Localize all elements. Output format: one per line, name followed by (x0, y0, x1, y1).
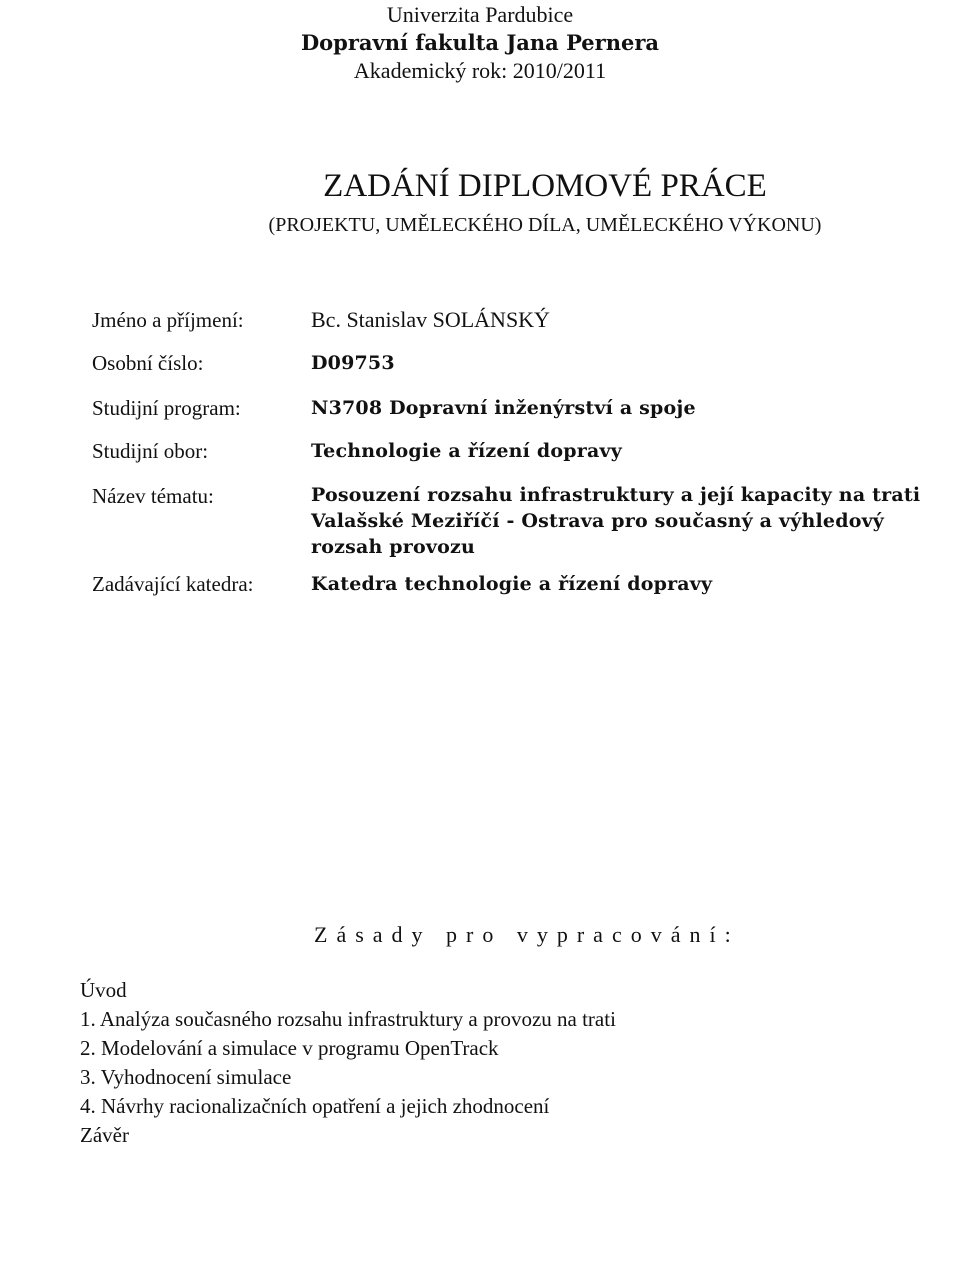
document-subtitle: (PROJEKTU, UMĚLECKÉHO DÍLA, UMĚLECKÉHO VÝKONU) (268, 214, 822, 236)
field-label: Jméno a příjmení: (92, 308, 244, 332)
university-name: Univerzita Pardubice (386, 2, 574, 27)
document-title: ZADÁNÍ DIPLOMOVÉ PRÁCE (323, 168, 767, 204)
field-label: Studijní program: (92, 396, 241, 420)
list-item: 2. Modelování a simulace v programu OpenTrack (80, 1036, 499, 1060)
study-program: N3708 Dopravní inženýrství a spoje (311, 397, 696, 419)
list-item: 3. Vyhodnocení simulace (80, 1065, 292, 1089)
field-label: Osobní číslo: (92, 351, 204, 375)
field-label: Název tématu: (92, 484, 214, 508)
list-item: 4. Návrhy racionalizačních opatření a jejich zhodnocení (80, 1094, 550, 1118)
personal-number: D09753 (311, 352, 395, 374)
academic-year: Akademický rok: 2010/2011 (353, 58, 607, 83)
thesis-topic: Posouzení rozsahu infrastruktury a její kapacity na trati Valašské Meziříčí - Ostrava pro současný a výhledový rozsah provozu (311, 484, 921, 558)
student-name: Bc. Stanislav SOLÁNSKÝ (311, 307, 550, 332)
guidelines-list (80, 976, 616, 1150)
list-item: Úvod (80, 978, 127, 1002)
department: Katedra technologie a řízení dopravy (311, 573, 713, 595)
faculty-name: Dopravní fakulta Jana Pernera (300, 30, 660, 55)
list-item: 1. Analýza současného rozsahu infrastruktury a provozu na trati (80, 1007, 616, 1031)
list-item: Závěr (80, 1123, 129, 1147)
guidelines-heading: Zásady pro vypracování: (314, 922, 740, 947)
field-label: Zadávající katedra: (92, 572, 254, 596)
study-field: Technologie a řízení dopravy (311, 440, 622, 462)
field-label: Studijní obor: (92, 439, 209, 463)
